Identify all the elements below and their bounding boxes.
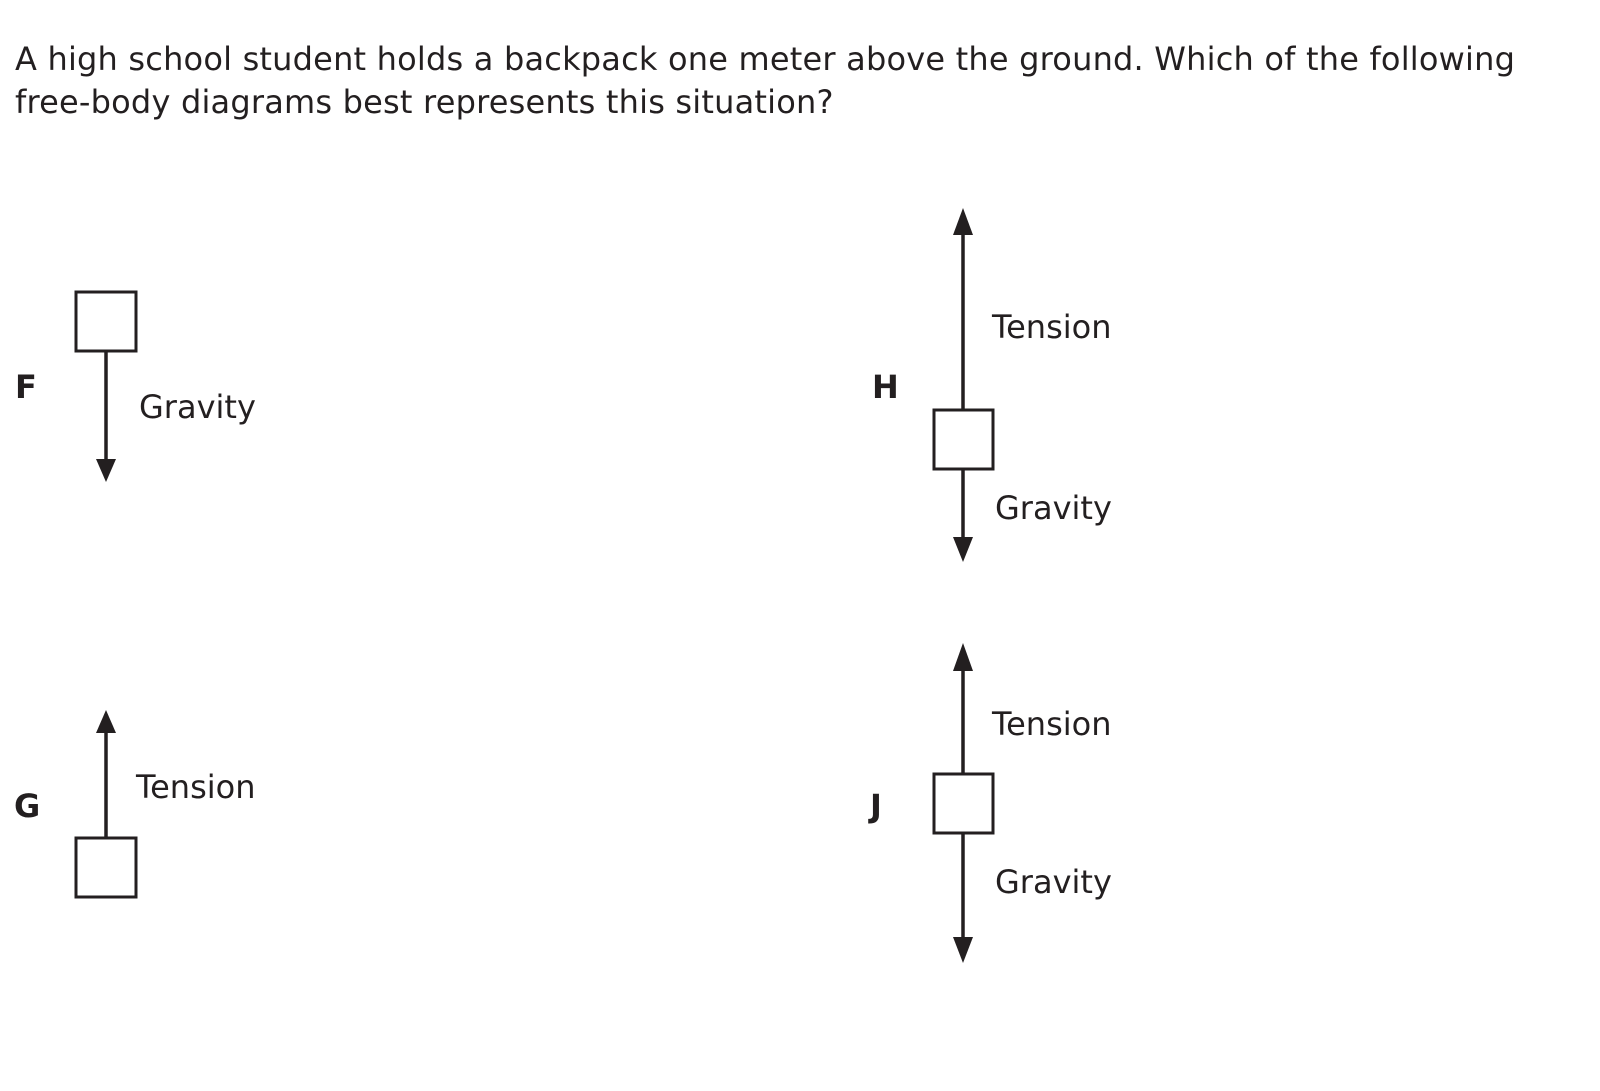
option-h-gravity-arrowhead (953, 537, 973, 562)
option-f-gravity-label: Gravity (139, 388, 256, 426)
option-j-letter: J (870, 787, 882, 825)
option-g-letter: G (14, 787, 41, 825)
question-text: A high school student holds a backpack one meter above the ground. Which of the following free-body diagrams best represents this situation? (15, 40, 1516, 121)
option-f-letter: F (15, 368, 37, 406)
option-j-gravity-label: Gravity (995, 863, 1112, 901)
option-h-box (934, 410, 993, 469)
option-f-gravity-arrowhead (96, 459, 116, 482)
option-j-tension-label: Tension (992, 705, 1112, 743)
option-g-tension-label: Tension (136, 768, 256, 806)
option-h-gravity-label: Gravity (995, 489, 1112, 527)
option-h-tension-label: Tension (992, 308, 1112, 346)
option-f-box (76, 292, 136, 351)
option-j-box (934, 774, 993, 833)
option-h-tension-arrowhead (953, 208, 973, 235)
option-j-gravity-arrowhead (953, 937, 973, 963)
option-h[interactable] (872, 208, 1112, 562)
option-j[interactable] (868, 643, 1112, 963)
option-g[interactable] (14, 710, 256, 897)
option-h-letter: H (872, 368, 899, 406)
option-f[interactable] (15, 292, 256, 482)
option-g-box (76, 838, 136, 897)
option-j-tension-arrowhead (953, 643, 973, 671)
option-g-tension-arrowhead (96, 710, 116, 733)
